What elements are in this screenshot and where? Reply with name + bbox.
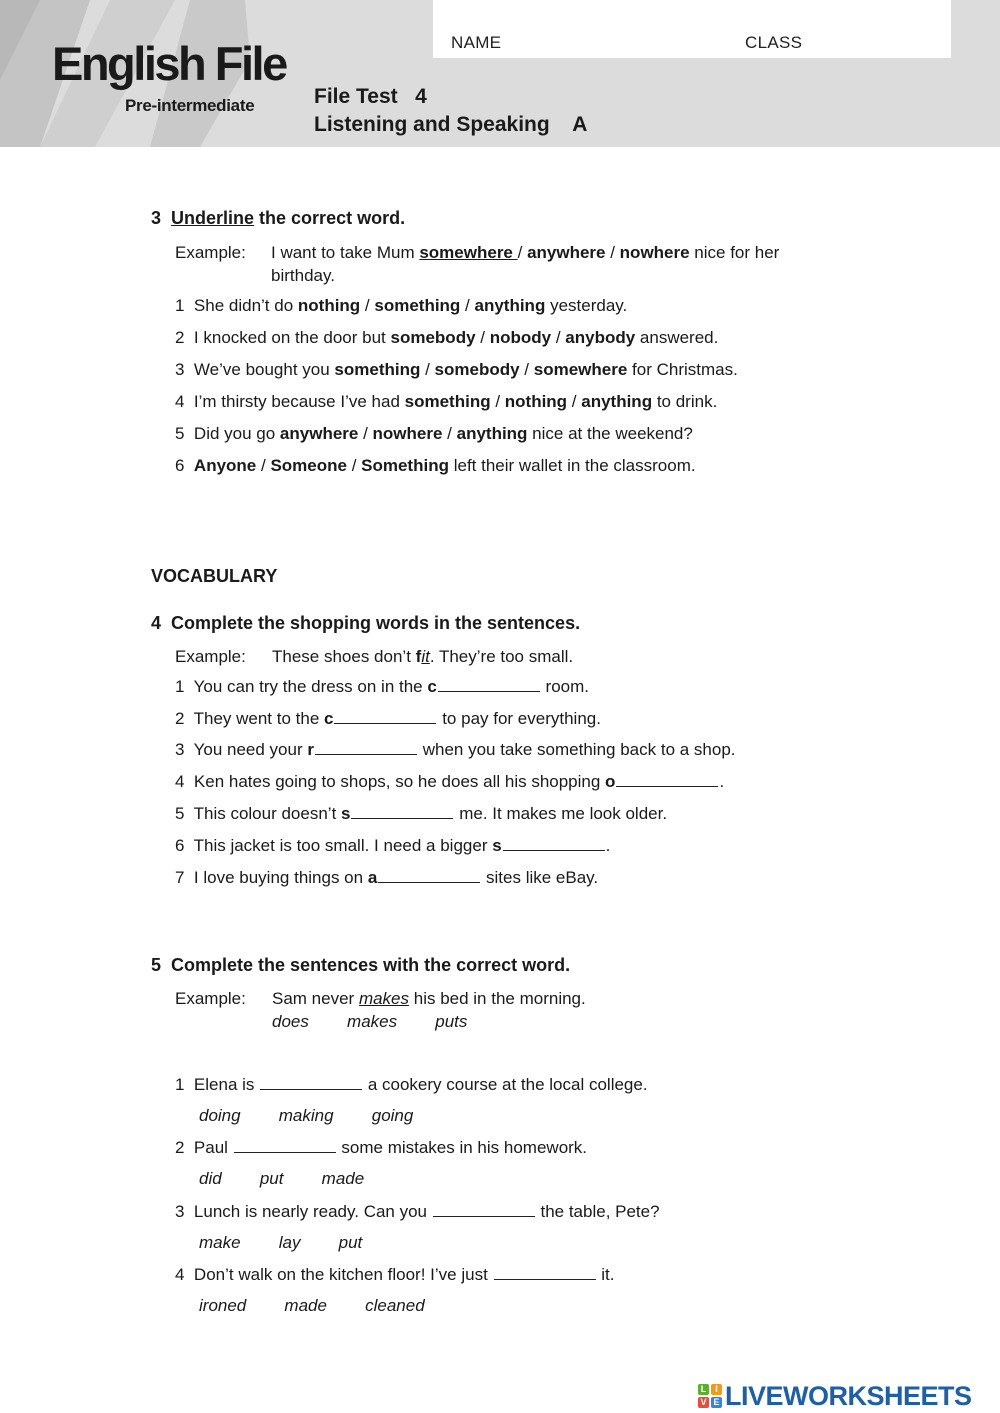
logo-subtitle: Pre-intermediate xyxy=(125,96,255,115)
list-item: 5 Did you go anywhere / nowhere / anything nice at the weekend? xyxy=(175,424,693,443)
list-item: 5 This colour doesn’t s me. It makes me look older. xyxy=(175,804,668,823)
page-header xyxy=(0,0,1000,147)
section-3-example-label: Example: xyxy=(175,243,246,262)
choice-option[interactable]: anybody xyxy=(565,328,636,347)
list-item: 1 She didn’t do nothing / something / anything yesterday. xyxy=(175,296,628,315)
choice-option[interactable]: nothing xyxy=(297,296,361,315)
list-item: 2 I knocked on the door but somebody / nobody / anybody answered. xyxy=(175,328,719,347)
list-item: 4 I’m thirsty because I’ve had something / nothing / anything to drink. xyxy=(175,392,718,411)
section-4-example-label: Example: xyxy=(175,647,246,666)
section-5-heading: 5 Complete the sentences with the correct word. xyxy=(151,955,571,975)
answer-blank[interactable] xyxy=(315,740,417,755)
list-item: 4 Ken hates going to shops, so he does all his shopping o . xyxy=(175,772,725,791)
choice-option[interactable]: anything xyxy=(474,296,546,315)
choice-option[interactable]: something xyxy=(404,392,491,411)
answer-blank[interactable] xyxy=(494,1265,596,1280)
section-3-example-line2: birthday. xyxy=(271,266,335,285)
name-class-box xyxy=(433,0,951,58)
list-item: 2 They went to the c to pay for everything. xyxy=(175,709,601,728)
list-item: 3 We’ve bought you something / somebody / somewhere for Christmas. xyxy=(175,360,738,379)
section-5-example-label: Example: xyxy=(175,989,246,1008)
vocabulary-heading: VOCABULARY xyxy=(151,566,278,586)
word-options: ironed made cleaned xyxy=(199,1296,425,1315)
test-subtitle: Listening and Speaking A xyxy=(314,113,588,136)
list-item: 1 You can try the dress on in the c room. xyxy=(175,677,590,696)
word-options: did put made xyxy=(199,1169,365,1188)
logo-title: English File xyxy=(52,37,286,90)
choice-option[interactable]: somebody xyxy=(434,360,520,379)
liveworksheets-icon: L I V E xyxy=(698,1384,722,1408)
list-item: 6 Anyone / Someone / Something left their wallet in the classroom. xyxy=(175,456,696,475)
answer-blank[interactable] xyxy=(351,804,453,819)
section-5-example-options: does makes puts xyxy=(272,1012,468,1031)
answer-blank[interactable] xyxy=(378,868,480,883)
choice-option[interactable]: something xyxy=(374,296,461,315)
choice-option[interactable]: Anyone xyxy=(193,456,257,475)
answer-blank[interactable] xyxy=(234,1138,336,1153)
class-label: CLASS xyxy=(745,33,803,52)
answer-blank[interactable] xyxy=(438,677,540,692)
choice-option[interactable]: Something xyxy=(361,456,449,475)
section-4-heading: 4 Complete the shopping words in the sentences. xyxy=(151,613,581,633)
word-options: doing making going xyxy=(199,1106,414,1125)
answer-blank[interactable] xyxy=(334,709,436,724)
section-3-heading: 3 Underline the correct word. xyxy=(151,208,406,228)
choice-option[interactable]: anywhere xyxy=(279,424,359,443)
choice-option[interactable]: nobody xyxy=(489,328,552,347)
choice-option[interactable]: anything xyxy=(456,424,528,443)
choice-option[interactable]: anything xyxy=(581,392,653,411)
list-item: 4 Don’t walk on the kitchen floor! I’ve just it. xyxy=(175,1265,615,1284)
name-label: NAME xyxy=(451,33,502,52)
liveworksheets-logo[interactable] xyxy=(698,1381,972,1411)
answer-blank[interactable] xyxy=(260,1075,362,1090)
choice-option[interactable]: nowhere xyxy=(372,424,443,443)
answer-blank[interactable] xyxy=(503,836,605,851)
list-item: 3 Lunch is nearly ready. Can you the table, Pete? xyxy=(175,1202,660,1221)
list-item: 3 You need your r when you take something back to a shop. xyxy=(175,740,736,759)
word-options: make lay put xyxy=(199,1233,363,1252)
choice-option[interactable]: something xyxy=(334,360,421,379)
choice-option[interactable]: nothing xyxy=(504,392,568,411)
answer-blank[interactable] xyxy=(616,772,718,787)
test-title: File Test 4 xyxy=(314,85,427,108)
choice-option[interactable]: somewhere xyxy=(533,360,628,379)
section-5-example: Sam never makes his bed in the morning. xyxy=(272,989,586,1008)
list-item: 6 This jacket is too small. I need a bigger s . xyxy=(175,836,611,855)
list-item: 7 I love buying things on a sites like eBay. xyxy=(175,868,599,887)
choice-option[interactable]: somebody xyxy=(390,328,476,347)
section-3-example: I want to take Mum somewhere / anywhere / nowhere nice for her xyxy=(271,243,780,262)
list-item: 2 Paul some mistakes in his homework. xyxy=(175,1138,588,1157)
list-item: 1 Elena is a cookery course at the local college. xyxy=(175,1075,648,1094)
choice-option[interactable]: Someone xyxy=(270,456,347,475)
answer-blank[interactable] xyxy=(433,1202,535,1217)
section-4-example: These shoes don’t fit. They’re too small. xyxy=(272,647,574,666)
liveworksheets-brand: LIVEWORKSHEETS xyxy=(725,1380,972,1411)
